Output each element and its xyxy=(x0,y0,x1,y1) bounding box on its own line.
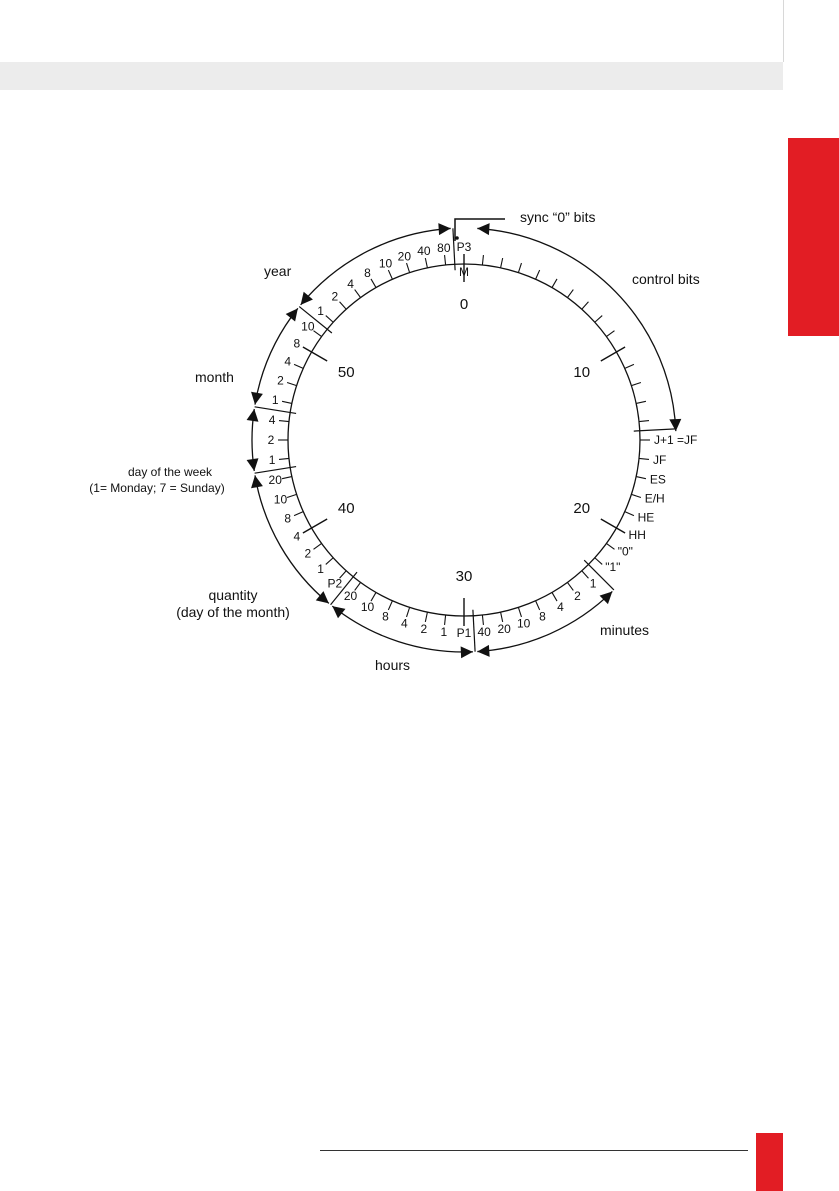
arrow-head xyxy=(332,606,345,618)
arrow-head xyxy=(477,223,489,235)
bit-label: "0" xyxy=(617,544,633,559)
second-tick xyxy=(501,258,503,268)
bit-label: 80 xyxy=(437,241,451,256)
group-arc xyxy=(477,228,676,431)
bit-label: HH xyxy=(628,528,646,542)
second-tick xyxy=(625,364,634,368)
control-bits-label: control bits xyxy=(632,271,700,287)
bit-label: 20 xyxy=(497,621,511,636)
second-tick xyxy=(287,494,297,497)
second-tick xyxy=(279,421,289,422)
second-number: 0 xyxy=(459,296,469,313)
second-tick xyxy=(326,558,333,565)
bit-label: HE xyxy=(637,510,655,525)
arrow-head xyxy=(251,392,263,405)
second-tick xyxy=(482,255,483,265)
month-label: month xyxy=(195,369,234,385)
second-tick xyxy=(625,512,634,516)
second-tick xyxy=(445,615,446,625)
bit-label: 10 xyxy=(301,319,315,334)
bit-label: 2 xyxy=(331,289,339,304)
second-tick xyxy=(501,612,503,622)
bit-label: 20 xyxy=(397,249,412,264)
bit-label: 2 xyxy=(277,373,284,388)
second-tick xyxy=(582,302,589,309)
second-tick xyxy=(425,258,427,268)
group-arc xyxy=(301,228,451,304)
second-tick xyxy=(355,290,361,298)
bit-label: J+1 =JF xyxy=(654,433,698,447)
second-tick xyxy=(425,612,427,622)
arrow-head xyxy=(247,458,259,471)
bit-label: 2 xyxy=(304,546,312,561)
second-tick xyxy=(552,279,557,288)
bit-label: 1 xyxy=(268,453,276,468)
second-tick xyxy=(639,458,649,459)
second-number: 30 xyxy=(455,568,473,585)
arrow-head xyxy=(251,475,263,488)
arrow-head xyxy=(461,646,473,658)
second-tick xyxy=(282,401,292,403)
arrow-head xyxy=(247,409,259,422)
bit-label: 8 xyxy=(364,265,371,280)
bit-label: 4 xyxy=(347,276,354,291)
second-tick xyxy=(482,615,483,625)
bit-label: 1 xyxy=(271,392,279,407)
second-tick xyxy=(371,279,376,288)
bit-label: 10 xyxy=(516,616,531,631)
second-number: 40 xyxy=(337,500,355,517)
second-tick xyxy=(294,512,303,516)
second-ticks xyxy=(255,228,676,651)
second-tick xyxy=(282,477,292,479)
second-tick xyxy=(340,302,347,309)
bit-label: 20 xyxy=(343,589,358,604)
second-tick xyxy=(314,543,322,549)
group-arc xyxy=(255,475,329,603)
bit-label: "1" xyxy=(605,560,621,575)
second-tick xyxy=(314,331,322,337)
quantity-label: quantity xyxy=(208,587,258,603)
group-arcs xyxy=(247,223,682,658)
bit-label: 8 xyxy=(284,511,292,526)
bit-label: P1 xyxy=(456,626,472,640)
second-tick xyxy=(518,607,521,617)
second-tick xyxy=(631,383,641,386)
second-tick xyxy=(606,331,614,337)
bit-label: E/H xyxy=(644,491,665,506)
bit-label: P3 xyxy=(456,240,472,254)
bit-label: 1 xyxy=(317,562,324,577)
bit-label: 1 xyxy=(317,303,324,318)
bit-label: 4 xyxy=(293,529,301,544)
bit-label: 8 xyxy=(382,609,389,624)
bit-label: 40 xyxy=(417,244,431,259)
bit-label: 10 xyxy=(378,256,393,271)
second-tick xyxy=(407,263,410,273)
second-tick xyxy=(294,364,303,368)
second-tick xyxy=(445,255,446,265)
second-tick xyxy=(303,519,327,533)
bit-label: 1 xyxy=(440,624,448,639)
second-tick xyxy=(601,347,625,361)
second-tick xyxy=(287,383,297,386)
bit-label: M xyxy=(459,265,469,279)
second-tick xyxy=(631,494,641,497)
arrow-head xyxy=(438,223,450,235)
bit-label: 8 xyxy=(293,336,301,351)
bit-label: 20 xyxy=(268,473,282,488)
bit-label: 8 xyxy=(539,609,546,624)
bit-label: 4 xyxy=(557,600,564,615)
bit-label: JF xyxy=(652,452,667,467)
second-tick xyxy=(279,458,289,459)
second-number: 10 xyxy=(573,364,591,381)
bit-label: 40 xyxy=(477,624,491,639)
second-tick xyxy=(595,558,602,565)
second-tick xyxy=(636,401,646,403)
hours-label: hours xyxy=(375,657,411,673)
second-tick xyxy=(639,421,649,422)
second-tick xyxy=(407,607,410,617)
second-numbers xyxy=(338,296,590,585)
bit-label: 4 xyxy=(268,412,276,427)
year-label: year xyxy=(264,263,292,279)
bit-label: 2 xyxy=(574,589,581,604)
minutes-label: minutes xyxy=(600,622,650,638)
second-tick xyxy=(606,543,614,549)
second-tick xyxy=(303,347,327,361)
second-tick xyxy=(595,316,602,323)
second-tick xyxy=(582,571,589,578)
second-tick xyxy=(388,601,392,610)
second-number: 50 xyxy=(337,364,355,381)
sync-dot xyxy=(455,236,459,240)
second-tick xyxy=(636,477,646,479)
bit-label: 2 xyxy=(267,433,275,447)
bit-label: ES xyxy=(649,472,666,487)
day-of-week-note: (1= Monday; 7 = Sunday) xyxy=(89,481,225,495)
day-of-week-label: day of the week xyxy=(127,465,213,479)
bit-label: 4 xyxy=(284,354,292,369)
second-tick xyxy=(536,270,540,279)
bit-label: P2 xyxy=(327,576,343,591)
arrow-head xyxy=(286,308,298,321)
sync-label: sync “0” bits xyxy=(520,209,596,225)
second-tick xyxy=(388,270,392,279)
second-number: 20 xyxy=(573,500,591,517)
second-tick xyxy=(567,582,573,590)
arrow-head xyxy=(477,645,489,657)
bit-labels xyxy=(268,240,698,640)
bit-label: 10 xyxy=(273,492,288,507)
second-tick xyxy=(518,263,521,273)
bit-label: 4 xyxy=(401,616,408,631)
quantity-note: (day of the month) xyxy=(176,604,290,620)
second-tick xyxy=(601,519,625,533)
bit-label: 10 xyxy=(360,600,375,615)
second-tick xyxy=(326,316,333,323)
bit-label: 2 xyxy=(420,621,428,636)
group-arc xyxy=(255,308,298,404)
bit-label: 1 xyxy=(589,576,597,591)
second-tick xyxy=(567,290,573,298)
